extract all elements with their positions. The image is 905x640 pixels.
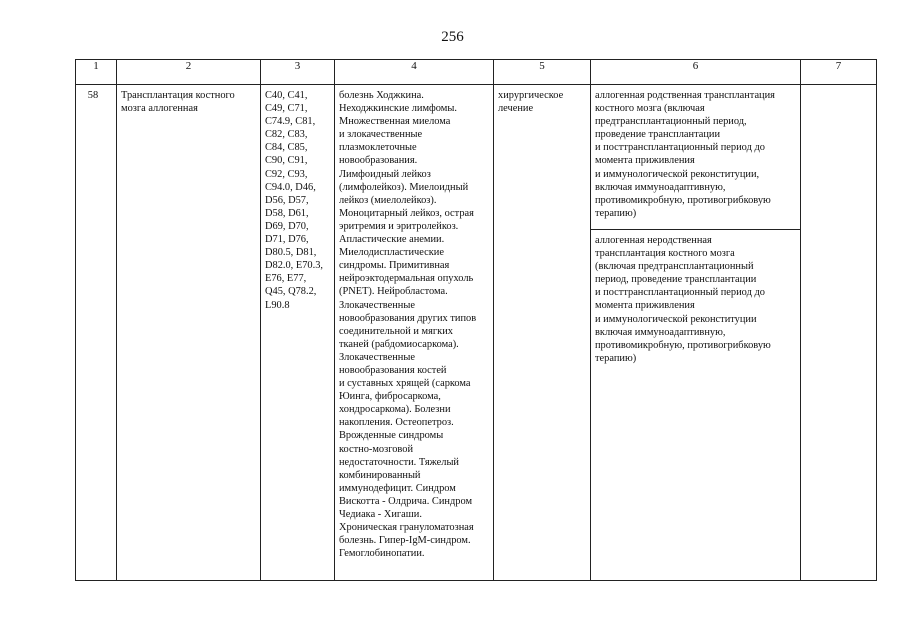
- table-header-row: [76, 60, 877, 85]
- method-related-transplant: аллогенная родственная трансплантация костного мозга (включая предтрансплантационный период, проведение трансплантации и посттрансплантационный период до момента приживления и иммунологической реконституции, включая иммуноадаптивную, противомикробную, противогрибковую терапию): [591, 85, 800, 230]
- icd-codes: C40, C41, C49, C71, C74.9, C81, C82, C83, C84, C85, C90, C91, C92, C93, C94.0, D46, D56, D57, D58, D61, D69, D70, D71, D76, D80.5, D81, D82.0, E70.3, E76, E77, Q45, Q78.2, L90.8: [265, 90, 324, 311]
- diseases-text: болезнь Ходжкина. Неходжкинские лимфомы. Множественная миелома и злокачественные плазмоклеточные новообразования. Лимфоидный лейкоз (лимфолейкоз). Миелоидный лейкоз (миелолейкоз). Моноцитарный лейкоз, острая эритремия и эритролейкоз. Апластические анемии. Миелодиспластические синдромы. Примитивная нейроэктодермальная опухоль (PNET). Нейробластома. Злокачественные новообразования других типов соединительной и мягких тканей (рабдомиосаркома). Злокачественные новообразования костей и суставных хрящей (саркома Юинга, фибросаркома, хондросаркома). Болезни накопления. Остеопетроз. Врожденные синдромы костно-мозговой недостаточности. Тяжелый комбинированный иммунодефицит. Синдром Вискотта - Олдрича. Синдром Чедиака - Хигаши. Хроническая грануломатозная болезнь. Гипер-IgM-синдром. Гемоглобинопатии.: [339, 90, 477, 560]
- methods-cell: [591, 85, 801, 581]
- table-row: [76, 85, 877, 581]
- column-header-3: 3: [261, 60, 335, 85]
- procedures-table: [75, 59, 877, 581]
- column-header-6: 6: [591, 60, 801, 85]
- page-number: 256: [441, 29, 464, 45]
- treatment-type-cell: [494, 85, 591, 581]
- column-7-cell: [801, 85, 877, 581]
- row-number-cell: [76, 85, 117, 581]
- column-header-1: 1: [76, 60, 117, 85]
- method-unrelated-transplant: аллогенная неродственная трансплантация костного мозга (включая предтрансплантационный период, проведение трансплантации и посттрансплантационный период до момента приживления и иммунологической реконституции включая иммуноадаптивную, противомикробную, противогрибковую терапию): [595, 235, 771, 364]
- diseases-cell: [335, 85, 494, 581]
- procedure-name: Трансплантация костного мозга аллогенная: [121, 90, 235, 115]
- column-header-5: 5: [494, 60, 591, 85]
- column-header-7: 7: [801, 60, 877, 85]
- icd-codes-cell: [261, 85, 335, 581]
- column-header-2: 2: [117, 60, 261, 85]
- column-7-text: [801, 85, 876, 89]
- treatment-type: хирургическое лечение: [498, 90, 564, 115]
- row-number: 58: [87, 90, 99, 101]
- column-header-4: 4: [335, 60, 494, 85]
- procedure-name-cell: [117, 85, 261, 581]
